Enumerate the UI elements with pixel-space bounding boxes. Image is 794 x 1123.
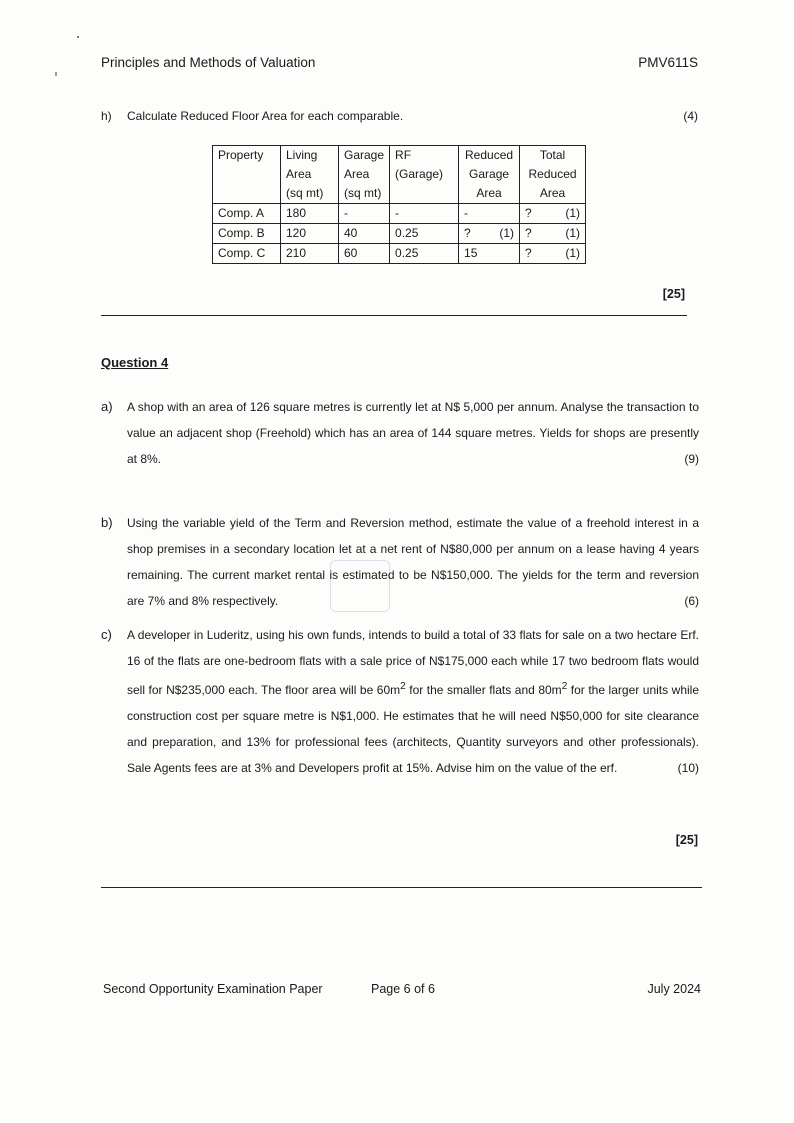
question-4c-text-1: A developer in Luderitz, using his own funds, intends to build a total of 33 flats for sale on a two hectare Erf. 16 of the flats are one-bedroom flats with a sale price of N$175,000 each while 17 two bedroom flats would sell for N$235,000 each. The floor area will be 60m <box>127 628 699 697</box>
superscript: 2 <box>400 681 406 692</box>
question-4c <box>101 622 699 781</box>
scan-speck <box>77 36 79 38</box>
scan-speck <box>55 72 57 76</box>
footer-page-number: Page 6 of 6 <box>371 982 435 996</box>
header-property: Property <box>213 146 281 204</box>
superscript: 2 <box>561 681 568 692</box>
question-4b-label: b) <box>101 515 113 530</box>
cell-living: 180 <box>281 204 339 224</box>
footer-date: July 2024 <box>647 982 701 996</box>
cell-total: ? (1) <box>520 224 586 244</box>
cell-garage: 40 <box>339 224 390 244</box>
reduced-floor-area-table <box>212 145 586 264</box>
cell-garage: - <box>339 204 390 224</box>
question-4c-marks: (10) <box>677 761 699 775</box>
cell-garage: 60 <box>339 244 390 264</box>
part-h-label: h) <box>101 109 112 123</box>
header-course-title: Principles and Methods of Valuation <box>101 55 316 70</box>
section-divider <box>101 887 702 888</box>
cell-rf: 0.25 <box>390 224 459 244</box>
question-4a-marks: (9) <box>684 452 699 466</box>
question-4-total-marks: [25] <box>675 833 698 847</box>
question-4c-text-2: for the smaller flats and 80m <box>405 683 562 697</box>
header-living-area: Living Area (sq mt) <box>281 146 339 204</box>
header-garage-area: Garage Area (sq mt) <box>339 146 390 204</box>
question-4c-label: c) <box>101 627 112 642</box>
section-divider <box>101 315 687 316</box>
cell-reduced: 15 <box>459 244 520 264</box>
header-reduced-garage-area: Reduced Garage Area <box>459 146 520 204</box>
table-row <box>213 204 586 224</box>
cell-living: 120 <box>281 224 339 244</box>
cell-rf: 0.25 <box>390 244 459 264</box>
cell-property: Comp. B <box>213 224 281 244</box>
header-total-reduced-area: Total Reduced Area <box>520 146 586 204</box>
table-header-row <box>213 146 586 204</box>
cell-total: ? (1) <box>520 244 586 264</box>
cell-property: Comp. A <box>213 204 281 224</box>
table-row <box>213 224 586 244</box>
question-4a <box>101 394 699 472</box>
part-h-marks: (4) <box>683 109 698 123</box>
question-4c-text-3: for the larger units while construction cost per square metre is N$1,000. He estimates that he will need N$50,000 for site clearance and preparation, and 13% for professional fees (architects, Quantity surveyors and other professionals). Sale Agents fees are at 3% and Developers profit at 15%. Advise him on the value of the erf. <box>127 683 700 775</box>
question-4a-label: a) <box>101 399 113 414</box>
cell-living: 210 <box>281 244 339 264</box>
question-3-total-marks: [25] <box>662 287 685 301</box>
part-h-question <box>101 109 403 123</box>
cell-reduced: - <box>459 204 520 224</box>
question-4-title: Question 4 <box>101 355 169 370</box>
part-h-text: Calculate Reduced Floor Area for each comparable. <box>127 109 404 123</box>
footer-exam-type: Second Opportunity Examination Paper <box>103 982 323 996</box>
question-4a-text: A shop with an area of 126 square metres is currently let at N$ 5,000 per annum. Analyse the transaction to value an adjacent shop (Freehold) which has an area of 144 square metres. Yields for shops are presently at 8%. <box>127 400 699 466</box>
question-4b <box>101 510 699 614</box>
header-course-code: PMV611S <box>638 55 698 70</box>
table-row <box>213 244 586 264</box>
question-4b-text: Using the variable yield of the Term and Reversion method, estimate the value of a freehold interest in a shop premises in a secondary location let at a net rent of N$80,000 per annum on a lease having 4 years remaining. The current market rental is estimated to be N$150,000. The yields for the term and reversion are 7% and 8% respectively. <box>127 516 699 608</box>
header-rf-garage: RF (Garage) <box>390 146 459 204</box>
cell-rf: - <box>390 204 459 224</box>
question-4b-marks: (6) <box>684 594 699 608</box>
cell-property: Comp. C <box>213 244 281 264</box>
cell-total: ? (1) <box>520 204 586 224</box>
cell-reduced: ? (1) <box>459 224 520 244</box>
